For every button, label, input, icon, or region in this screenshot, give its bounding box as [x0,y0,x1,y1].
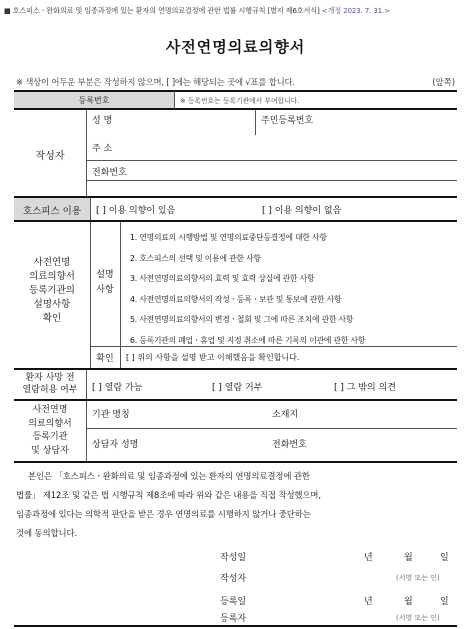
revision-date: <개정 2023. 7. 31.> [321,6,390,15]
explain-items-label-line: 설명 [96,270,114,280]
explanation-label-line: 확인 [42,313,62,324]
explanation-item: 5. 사전연명의료의향서의 변경ㆍ철회 및 그에 따른 조치에 관한 사항 [130,315,354,324]
reg-divider [174,91,175,109]
explanation-item: 2. 호스피스의 선택 및 이용에 관한 사항 [130,253,261,263]
explain-sub-divider [120,222,121,368]
explanation-label-line: 등록기관의 [29,285,75,296]
registration-label: 등록번호 [78,96,110,105]
explanation-label-line: 의료의향서 [29,271,75,282]
consent-statement [16,467,321,543]
reg-row-border [14,108,457,110]
counselor-name-label: 상담자 성명 [92,440,139,450]
counselor-phone-label: 전화번호 [272,440,307,450]
registration-month: 월 [404,597,413,607]
written-day: 일 [440,553,449,563]
hospice-label-divider [90,198,91,220]
table-bottom-border [14,625,457,627]
viewing-label-line: 환자 사망 전 [25,373,75,383]
explanation-item: 6. 등록기관의 폐업ㆍ휴업 및 지정 취소에 따른 기록의 이관에 관한 사항 [130,335,366,345]
viewing-bottom-border [14,399,457,401]
explanation-label [14,256,90,326]
viewing-label-divider [86,370,87,399]
author-name-label: 성 명 [92,116,113,126]
confirm-label: 확인 [96,354,114,364]
viewing-option-deny[interactable]: [ ] 열람 거부 [212,383,263,393]
hospice-option-no[interactable]: [ ] 이용 의향이 없음 [262,206,342,216]
institution-bottom-border [14,461,457,463]
institution-label-line: 등록기관 [32,432,68,442]
name-rrn-divider [255,110,256,135]
explanation-item: 1. 연명의료의 시행방법 및 연명의료중단등결정에 대한 사항 [130,233,327,242]
explanation-label-line: 사전연명 [33,257,71,268]
explain-items-label [90,268,120,298]
hospice-option-yes[interactable]: [ ] 이용 의향이 있음 [96,206,176,216]
institution-label-line: 사전연명 [32,405,68,415]
author-signature-field[interactable]: (서명 또는 인) [396,574,440,582]
hospice-label: 호스피스 이용 [22,206,82,217]
form-title: 사전연명의료의향서 [165,38,306,56]
viewing-option-other[interactable]: [ ] 그 밖의 의견 [334,383,396,393]
institution-label-line: 의료의향서 [28,418,72,429]
author-address-label: 주 소 [92,144,113,154]
author-phone-label: 전화번호 [92,168,127,178]
author-label-divider [86,110,87,196]
statement-line: 본인은 「호스피스ㆍ완화의료 및 임종과정에 있는 환자의 연명의료결정에 관한 [28,471,310,481]
author-row-line-1 [86,160,457,161]
institution-label-line: 및 상담자 [31,445,69,456]
law-reference-text: ■ 호스피스ㆍ완화의료 및 임종과정에 있는 환자의 연명의료결정에 관한 법률 시행규칙 [별지 제6호서식] [4,6,320,15]
hospice-bottom-border [14,220,457,222]
instruction-note: ※ 색상이 어두운 부분은 작성하지 않으며, [ ]에는 해당되는 곳에 √표를 합니다. [16,77,295,87]
explanation-item: 4. 사전연명의료의향서의 작성ㆍ등록ㆍ보관 및 통보에 관한 사항 [130,294,342,304]
institution-label-divider [86,401,87,461]
written-month: 월 [404,553,413,563]
page-side-label: (앞쪽) [432,77,455,87]
author-row-line-2 [86,180,457,181]
written-date-label: 작성일 [220,553,247,563]
registration-day: 일 [440,597,449,607]
registrar-label: 등록자 [220,614,247,624]
viewing-label-line: 열람허용 여부 [22,385,78,395]
institution-label [14,404,86,458]
statement-line: 법률」 제12조 및 같은 법 시행규칙 제8조에 따라 위와 같은 내용을 직접 작성했으며, [16,490,321,500]
registrar-signature-field[interactable]: (서명 또는 인) [396,614,440,622]
author-bottom-border [14,196,457,198]
table-top-border [14,90,457,92]
author-rrn-label: 주민등록번호 [261,116,314,126]
institution-name-label: 기관 명칭 [92,410,130,420]
written-year: 년 [364,553,373,563]
explain-items-label-line: 사항 [96,285,114,295]
explain-bottom-border [14,368,457,370]
explanation-items-list [130,228,365,351]
institution-address-label: 소재지 [272,410,299,420]
statement-line: 것에 동의합니다. [16,528,78,538]
explanation-item: 3. 사전연명의료의향서의 효력 및 효력 상실에 관한 사항 [130,274,315,283]
registration-year: 년 [364,597,373,607]
institution-mid-line [86,428,457,429]
author-label: 작성자 [35,151,65,162]
author-sign-label: 작성자 [220,574,247,584]
viewing-label [14,372,86,396]
registration-note: ※ 등록번호는 등록기관에서 부여합니다. [180,97,300,105]
law-reference [4,6,390,16]
viewing-option-allow[interactable]: [ ] 열람 가능 [92,383,143,393]
confirm-checkbox[interactable]: [ ] 위의 사항을 설명 받고 이해했음을 확인합니다. [126,353,300,362]
statement-line: 임종과정에 있다는 의학적 판단을 받은 경우 연명의료를 시행하지 않거나 중단하는 [16,509,311,519]
explanation-label-line: 설명사항 [33,299,71,310]
registration-date-label: 등록일 [220,597,247,607]
